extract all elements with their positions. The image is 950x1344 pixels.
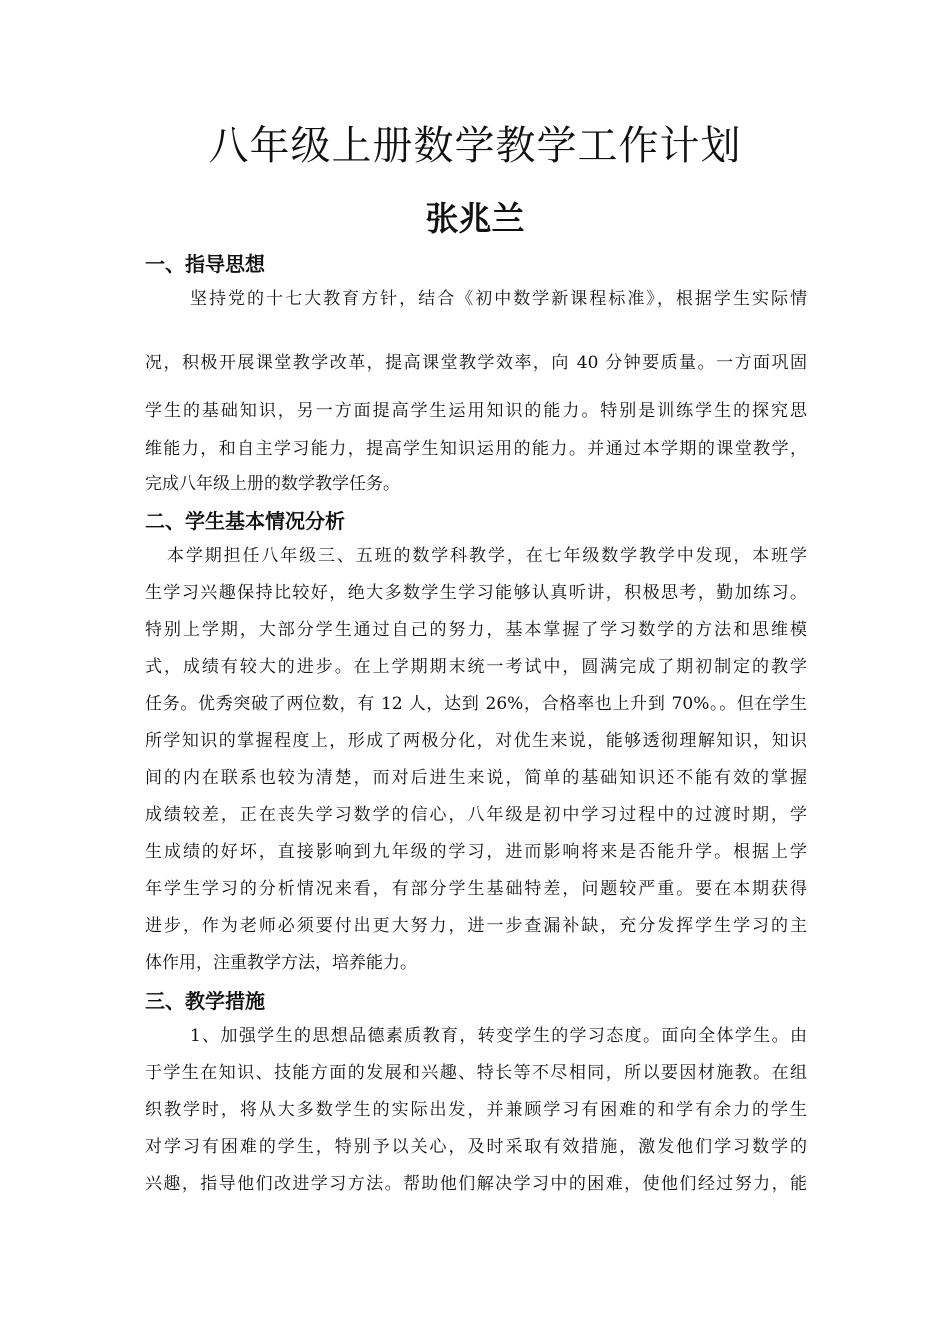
paragraph-line: 体作用，注重教学方法，培养能力。 xyxy=(145,953,417,973)
section-heading: 三、教学措施 xyxy=(145,989,265,1013)
document-author: 张兆兰 xyxy=(425,199,525,238)
paragraph-line: 况，积极开展课堂教学改革，提高课堂教学效率，向 40 分钟要质量。一方面巩固 xyxy=(145,353,807,373)
paragraph-line: 织教学时，将从大多数学生的实际出发，并兼顾学习有困难的和学有余力的学生 xyxy=(145,1100,807,1120)
paragraph-line: 进步，作为老师必须要付出更大努力，进一步查漏补缺，充分发挥学生学习的主 xyxy=(145,916,807,936)
paragraph-line: 任务。优秀突破了两位数，有 12 人，达到 26%，合格率也上升到 70%。。但在学生 xyxy=(145,694,807,714)
paragraph-line: 维能力，和自主学习能力，提高学生知识运用的能力。并通过本学期的课堂教学， xyxy=(145,439,807,459)
document-title: 八年级上册数学教学工作计划 xyxy=(208,123,742,169)
paragraph-line: 坚持党的十七大教育方针，结合《初中数学新课程标准》，根据学生实际情 xyxy=(190,289,807,309)
paragraph-line: 所学知识的掌握程度上，形成了两极分化，对优生来说，能够透彻理解知识，知识 xyxy=(145,731,807,751)
paragraph-line: 间的内在联系也较为清楚，而对后进生来说，简单的基础知识还不能有效的掌握 xyxy=(145,768,807,788)
paragraph-line: 兴趣，指导他们改进学习方法。帮助他们解决学习中的困难，使他们经过努力，能 xyxy=(145,1174,807,1194)
paragraph-line: 完成八年级上册的数学教学任务。 xyxy=(145,474,400,494)
paragraph-line: 成绩较差，正在丧失学习数学的信心，八年级是初中学习过程中的过渡时期，学 xyxy=(145,805,807,825)
paragraph-line: 式，成绩有较大的进步。在上学期期末统一考试中，圆满完成了期初制定的教学 xyxy=(145,657,807,677)
paragraph-line: 本学期担任八年级三、五班的数学科教学，在七年级数学教学中发现，本班学 xyxy=(167,546,807,566)
paragraph-line: 对学习有困难的学生，特别予以关心，及时采取有效措施，激发他们学习数学的 xyxy=(145,1137,807,1157)
paragraph-line: 特别上学期，大部分学生通过自己的努力，基本掌握了学习数学的方法和思维模 xyxy=(145,620,807,640)
paragraph-line: 生成绩的好坏，直接影响到九年级的学习，进而影响将来是否能升学。根据上学 xyxy=(145,842,807,862)
paragraph-line: 于学生在知识、技能方面的发展和兴趣、特长等不尽相同，所以要因材施教。在组 xyxy=(145,1063,807,1083)
section-heading: 一、指导思想 xyxy=(145,252,265,276)
paragraph-line: 年学生学习的分析情况来看，有部分学生基础特差，问题较严重。要在本期获得 xyxy=(145,879,807,899)
paragraph-line: 学生的基础知识，另一方面提高学生运用知识的能力。特别是训练学生的探究思 xyxy=(145,401,807,421)
section-heading: 二、学生基本情况分析 xyxy=(145,509,345,533)
paragraph-line: 生学习兴趣保持比较好，绝大多数学生学习能够认真听讲，积极思考，勤加练习。 xyxy=(145,583,807,603)
paragraph-line: 1、加强学生的思想品德素质教育，转变学生的学习态度。面向全体学生。由 xyxy=(190,1026,807,1046)
